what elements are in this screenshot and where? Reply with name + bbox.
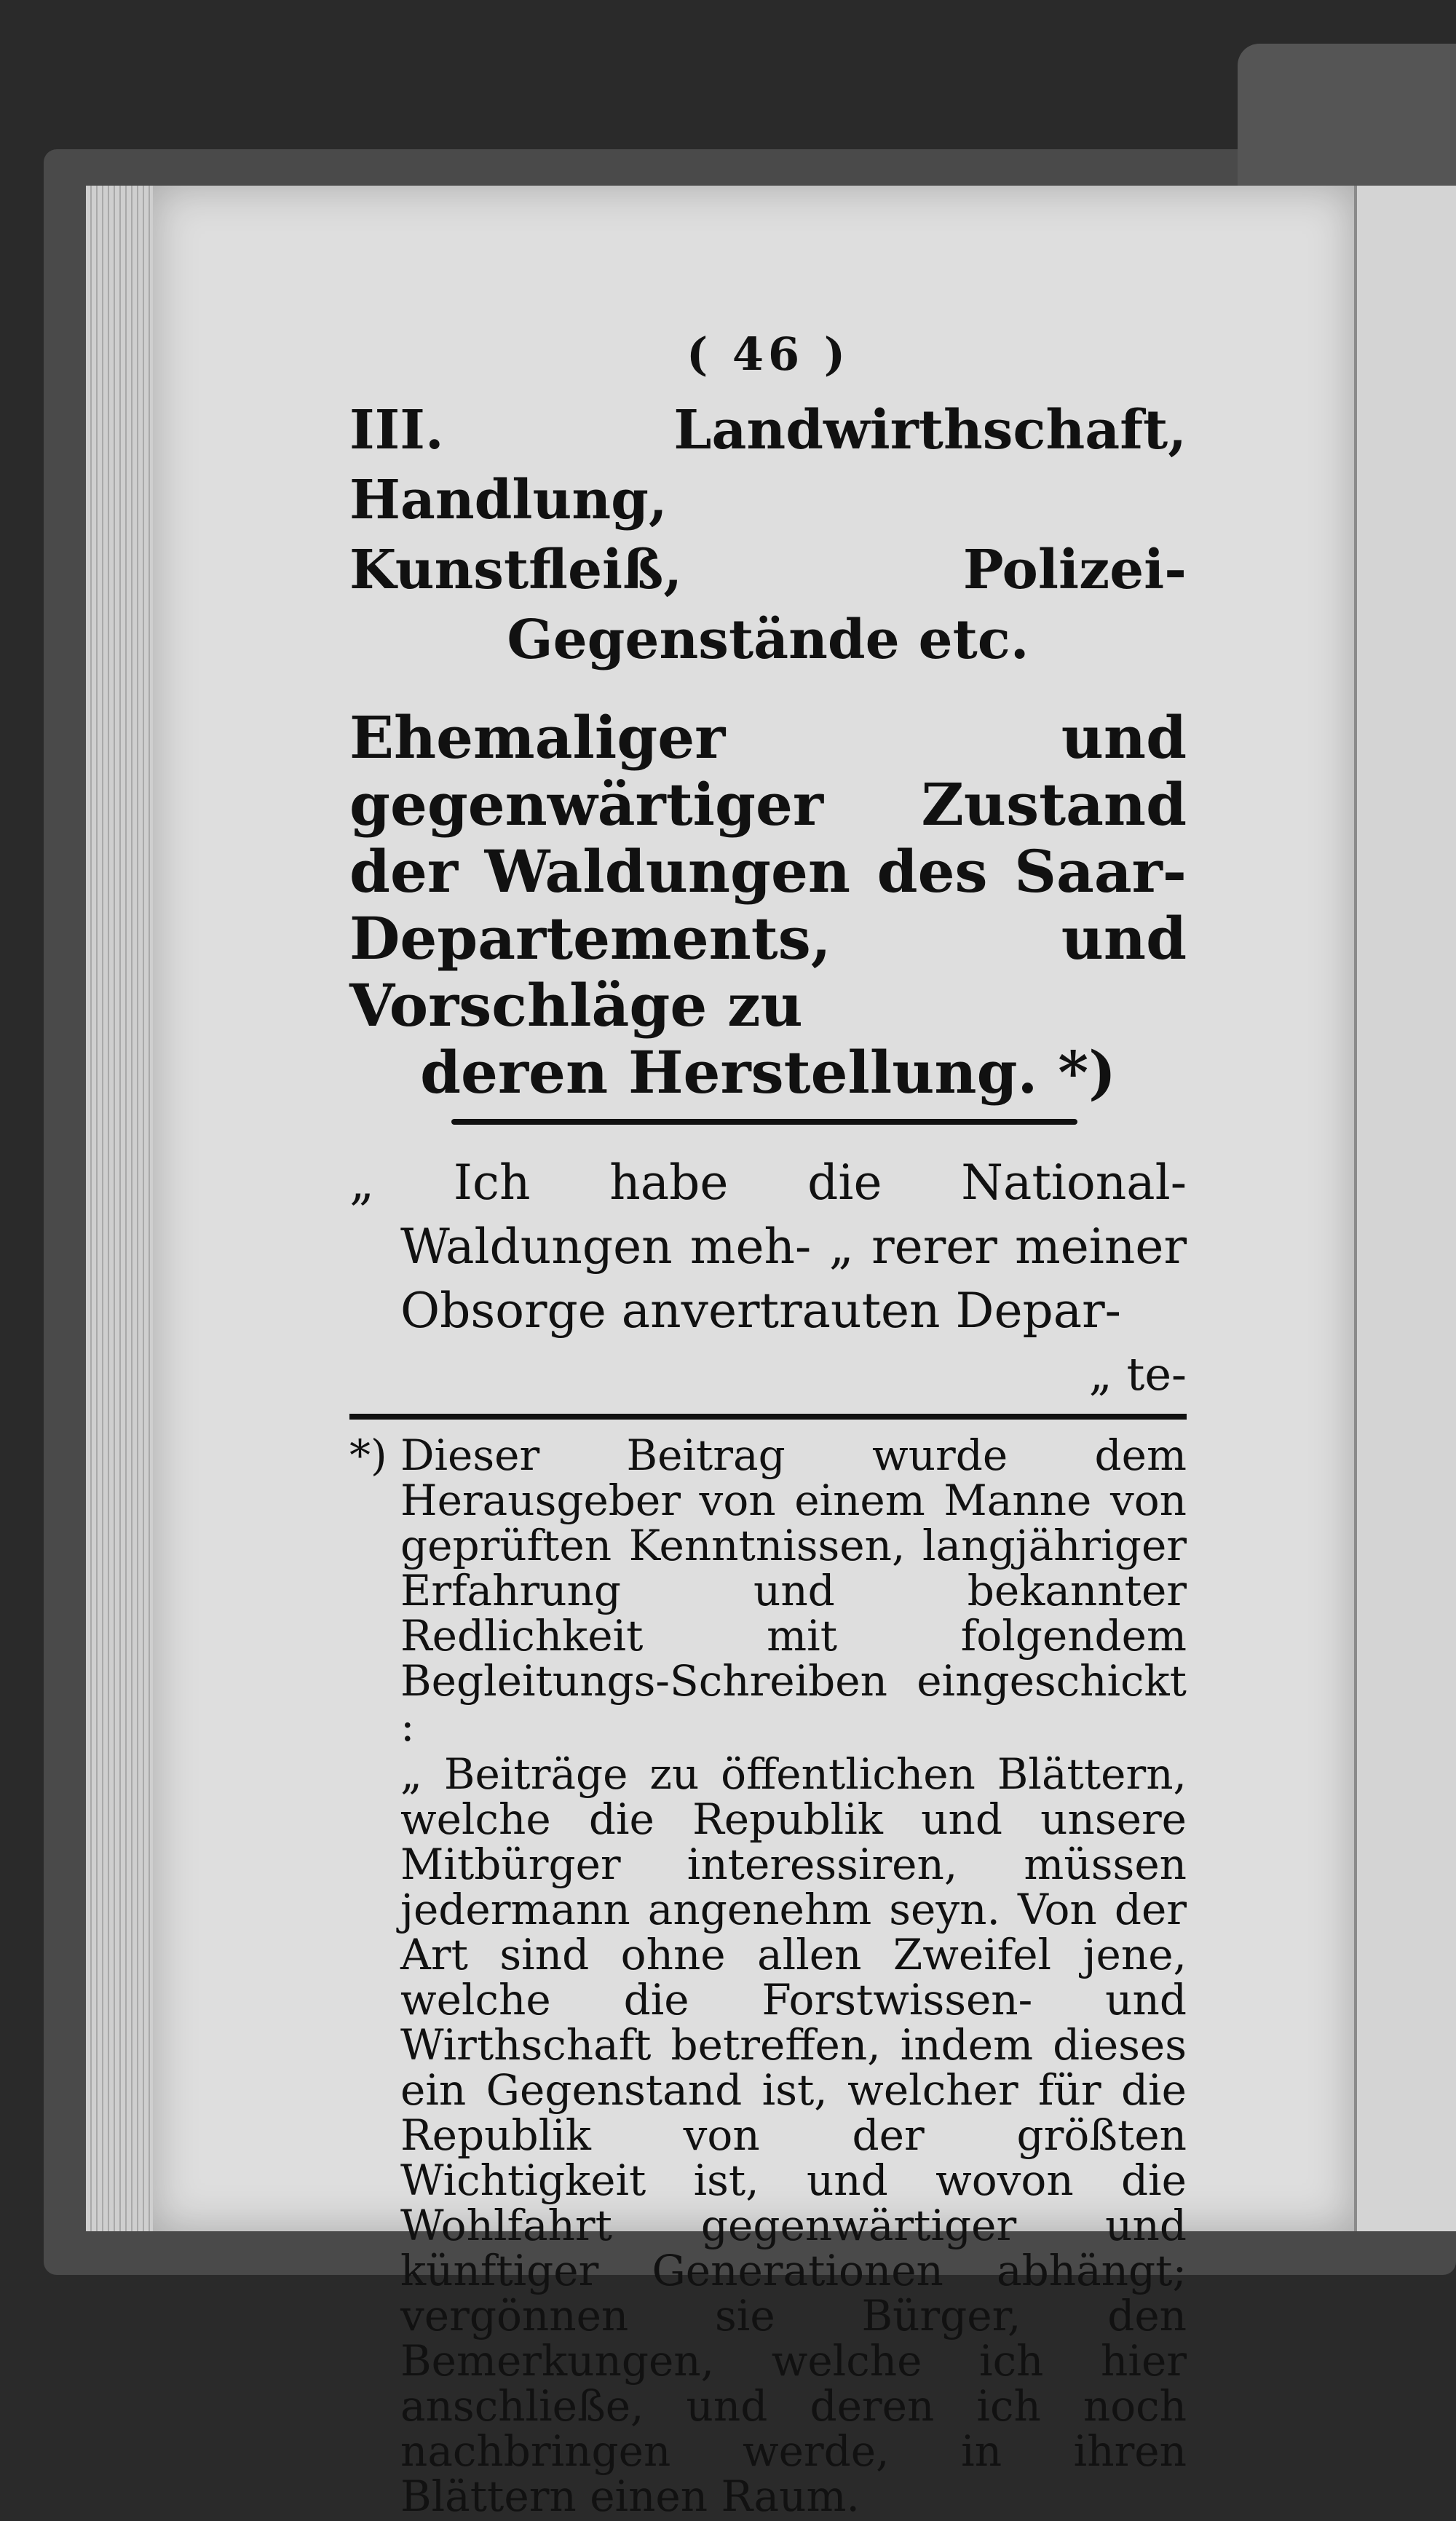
section-heading-line1: III. Landwirthschaft, Handlung, <box>349 399 1187 531</box>
footnote-rule <box>349 1414 1187 1420</box>
catchword: „ te- <box>1088 1347 1187 1401</box>
page-content <box>349 328 1187 2519</box>
footnote-letter: „ Beiträge zu öffentlichen Blättern, welche die Republik und unsere Mitbürger interessiren, müssen jedermann angenehm seyn. Von der Art sind ohne allen Zweifel jene, welche die Forstwissen- und Wirthschaft betreffen, indem dieses ein Gegenstand ist, welcher für die Republik von der größten Wichtigkeit ist, und wovon die Wohlfahrt gegenwärtiger und künftiger Generationen abhängt; vergönnen sie Bürger, den Bemerkungen, welche ich hier anschließe, und deren ich noch nachbringen werde, in ihren Blättern einen Raum. <box>400 1749 1187 2521</box>
page-number: ( 46 ) <box>686 328 850 381</box>
cover-fabric <box>1238 44 1456 189</box>
article-title-text: Ehemaliger und gegenwärtiger Zustand der Waldungen des Saar-Departements, und Vorschläge zu <box>349 703 1187 1040</box>
section-heading-line2: Kunstfleiß, Polizei-Gegenstände etc. <box>349 539 1187 671</box>
footnote <box>349 1430 1187 2521</box>
opening-quote: „ Ich habe die National-Waldungen meh- „ rerer meiner Obsorge anvertrauten Depar- <box>349 1155 1187 1339</box>
footnote-intro: Dieser Beitrag wurde dem Herausgeber von einem Manne von geprüften Kenntnissen, langjähriger Erfahrung und bekannter Redlichkeit mit folgendem Begleitungs-Schreiben eingeschickt : <box>400 1430 1187 1751</box>
section-heading <box>349 395 1187 675</box>
article-title-last-line: deren Herstellung. *) <box>420 1038 1116 1107</box>
facing-page-edge <box>1354 186 1456 2231</box>
article-title <box>349 704 1187 1106</box>
footnote-marker: *) <box>349 1430 387 1480</box>
title-rule <box>451 1119 1077 1125</box>
